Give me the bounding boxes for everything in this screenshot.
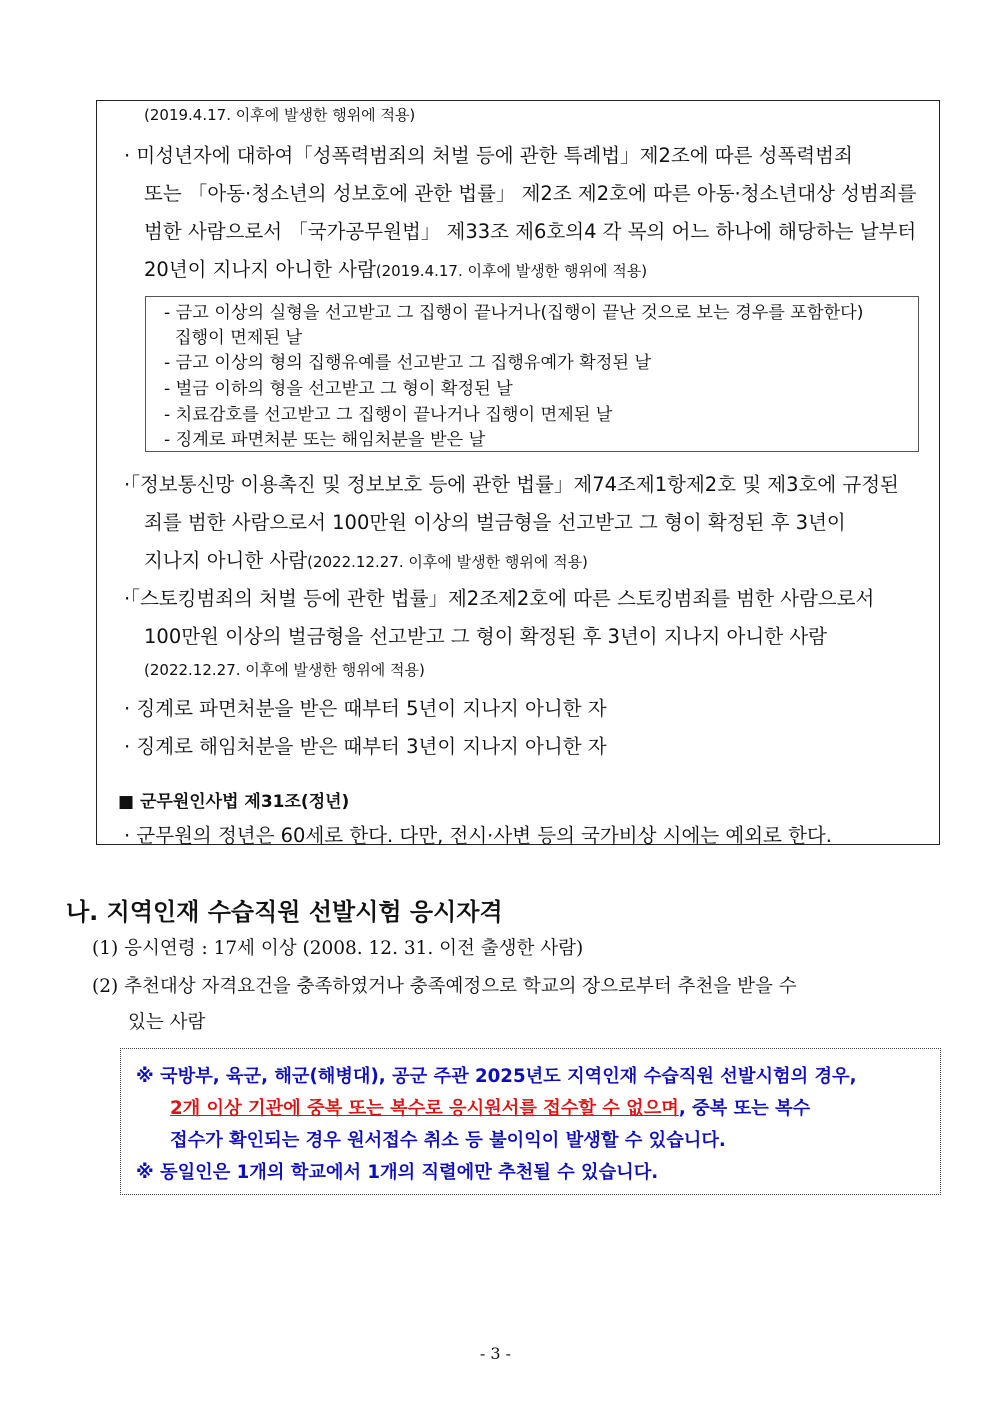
bullet-2-note: (2022.12.27. 이후에 발생한 행위에 적용) bbox=[307, 553, 588, 571]
notice-warning-red: 2개 이상 기관에 중복 또는 복수로 응시원서를 접수할 수 없으며 bbox=[170, 1098, 679, 1119]
bullet-1-line-1: · 미성년자에 대하여「성폭력범죄의 처벌 등에 관한 특례법」제2조에 따른 성폭력범죄 bbox=[124, 144, 853, 167]
page-number: - 3 - bbox=[479, 1344, 512, 1363]
dash-item: - 벌금 이하의 형을 선고받고 그 형이 확정된 날 bbox=[164, 379, 513, 399]
bullet-1-line-4 bbox=[144, 254, 647, 282]
dash-item: - 치료감호를 선고받고 그 집행이 끝나거나 집행이 면제된 날 bbox=[164, 405, 613, 425]
bullet-2-line-3 bbox=[144, 545, 588, 573]
bullet-4: · 징계로 파면처분을 받은 때부터 5년이 지나지 아니한 자 bbox=[124, 697, 607, 720]
notice-line-2 bbox=[170, 1094, 810, 1120]
bullet-3-line-2: 100만원 이상의 벌금형을 선고받고 그 형이 확정된 후 3년이 지나지 아니한 사람 bbox=[144, 625, 827, 648]
bullet-1-line-4-text: 20년이 지나지 아니한 사람 bbox=[144, 258, 376, 281]
bullet-1-line-3: 범한 사람으로서 「국가공무원법」 제33조 제6호의4 각 목의 어느 하나에 해당하는 날부터 bbox=[144, 220, 917, 243]
bullet-5: · 징계로 해임처분을 받은 때부터 3년이 지나지 아니한 자 bbox=[124, 735, 607, 758]
notice-line-4: ※ 동일인은 1개의 학교에서 1개의 직렬에만 추천될 수 있습니다. bbox=[136, 1162, 659, 1183]
bullet-2-line-1: ·「정보통신망 이용촉진 및 정보보호 등에 관한 법률」제74조제1항제2호 및 제3호에 규정된 bbox=[124, 473, 899, 496]
bullet-2-line-2: 죄를 범한 사람으로서 100만원 이상의 벌금형을 선고받고 그 형이 확정된 후 3년이 bbox=[144, 511, 846, 534]
dash-item: - 금고 이상의 형의 집행유예를 선고받고 그 집행유예가 확정된 날 bbox=[164, 353, 652, 373]
dash-item: - 금고 이상의 실형을 선고받고 그 집행이 끝나거나(집행이 끝난 것으로 보는 경우를 포함한다) bbox=[164, 303, 864, 323]
bullet-1-line-2: 또는 「아동·청소년의 성보호에 관한 법률」 제2조 제2호에 따른 아동·청소년대상 성범죄를 bbox=[144, 182, 917, 205]
dash-item: 집행이 면제된 날 bbox=[164, 328, 303, 348]
bullet-3-line-1: ·「스토킹범죄의 처벌 등에 관한 법률」제2조제2호에 따른 스토킹범죄를 범한 사람으로서 bbox=[124, 587, 875, 610]
bullet-3-note: (2022.12.27. 이후에 발생한 행위에 적용) bbox=[144, 661, 425, 679]
eligibility-item-2-line-2: 있는 사람 bbox=[128, 1012, 206, 1033]
law-title: ■ 군무원인사법 제31조(정년) bbox=[118, 792, 350, 812]
law-body: · 군무원의 정년은 60세로 한다. 다만, 전시·사변 등의 국가비상 시에는 예외로 한다. bbox=[124, 824, 832, 847]
eligibility-item-2-line-1: (2) 추천대상 자격요건을 충족하였거나 충족예정으로 학교의 장으로부터 추천을 받을 수 bbox=[92, 976, 797, 997]
bullet-2-line-3-text: 지나지 아니한 사람 bbox=[144, 549, 308, 572]
bullet-1-note: (2019.4.17. 이후에 발생한 행위에 적용) bbox=[375, 262, 648, 280]
notice-line-2-rest: , 중복 또는 복수 bbox=[678, 1098, 811, 1119]
dash-item: - 징계로 파면처분 또는 해임처분을 받은 날 bbox=[164, 430, 486, 450]
eligibility-item-1: (1) 응시연령 : 17세 이상 (2008. 12. 31. 이전 출생한 사람) bbox=[92, 938, 584, 959]
notice-line-3: 접수가 확인되는 경우 원서접수 취소 등 불이익이 발생할 수 있습니다. bbox=[170, 1130, 726, 1151]
notice-line-1: ※ 국방부, 육군, 해군(해병대), 공군 주관 2025년도 지역인재 수습직원 선발시험의 경우, bbox=[136, 1066, 857, 1087]
box-intro-note: (2019.4.17. 이후에 발생한 행위에 적용) bbox=[144, 106, 416, 124]
section-heading: 나. 지역인재 수습직원 선발시험 응시자격 bbox=[66, 898, 503, 926]
